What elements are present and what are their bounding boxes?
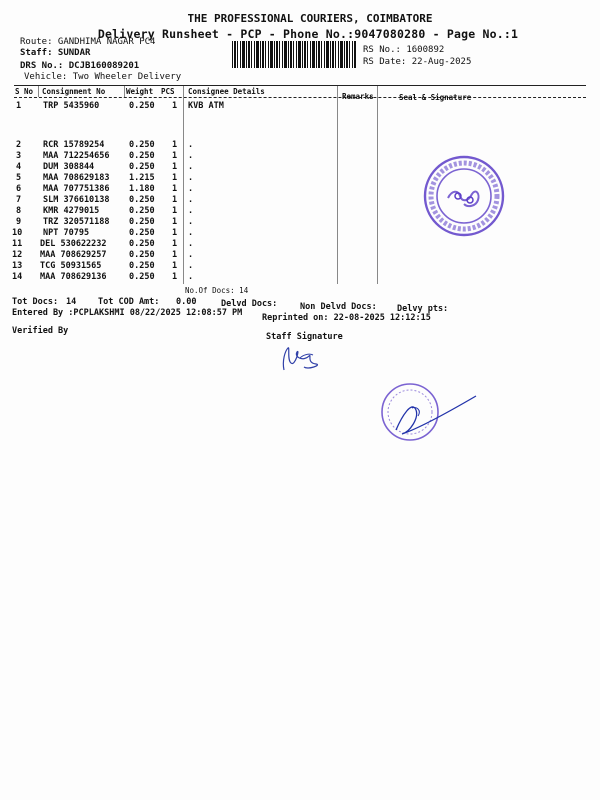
row-consignment: TCG 50931565 xyxy=(40,261,102,271)
row-pcs: 1 xyxy=(172,217,178,227)
row-consignee: KVB ATM xyxy=(188,101,224,111)
drs-number: DRS No.: DCJB160089201 xyxy=(20,61,140,71)
row-consignment: MAA 708629183 xyxy=(43,173,110,183)
row-consignee: . xyxy=(188,217,194,227)
row-pcs: 1 xyxy=(172,195,178,205)
staff-signature-label: Staff Signature xyxy=(266,332,343,342)
row-sno: 3 xyxy=(16,151,22,161)
col-pcs: PCS xyxy=(161,87,175,96)
col-weight: Weight xyxy=(126,87,154,96)
row-consignee: . xyxy=(188,228,194,238)
row-weight: 0.250 xyxy=(129,217,155,227)
row-consignee: . xyxy=(188,272,194,282)
row-sno: 10 xyxy=(12,228,23,238)
row-consignment: TRP 5435960 xyxy=(43,101,100,111)
row-consignee: . xyxy=(188,173,194,183)
row-weight: 0.250 xyxy=(129,101,155,111)
row-consignee: . xyxy=(188,140,194,150)
row-pcs: 1 xyxy=(172,184,178,194)
row-pcs: 1 xyxy=(172,239,178,249)
row-sno: 6 xyxy=(16,184,22,194)
row-sno: 12 xyxy=(12,250,23,260)
col-sno: S No xyxy=(15,87,34,96)
row-consignment: DEL 530622232 xyxy=(40,239,107,249)
entered-by: Entered By :PCPLAKSHMI 08/22/2025 12:08:57 PM xyxy=(12,308,243,318)
row-sno: 7 xyxy=(16,195,22,205)
table-row xyxy=(0,239,600,250)
row-sno: 14 xyxy=(12,272,23,282)
table-row xyxy=(0,101,600,112)
tot-docs-value: 14 xyxy=(66,297,77,307)
row-consignee: . xyxy=(188,206,194,216)
rs-number: RS No.: 1600892 xyxy=(363,45,445,55)
row-consignee: . xyxy=(188,162,194,172)
row-consignment: NPT 70795 xyxy=(43,228,90,238)
row-weight: 0.250 xyxy=(129,195,155,205)
row-sno: 1 xyxy=(16,101,22,111)
table-row xyxy=(0,151,600,162)
barcode xyxy=(232,41,356,68)
row-sno: 9 xyxy=(16,217,22,227)
table-row xyxy=(0,140,600,151)
company-name: THE PROFESSIONAL COURIERS, COIMBATORE xyxy=(187,12,433,25)
row-consignee: . xyxy=(188,195,194,205)
col-divider xyxy=(38,86,39,97)
row-weight: 1.215 xyxy=(129,173,155,183)
row-consignment: MAA 708629257 xyxy=(40,250,107,260)
row-pcs: 1 xyxy=(172,162,178,172)
table-row xyxy=(0,162,600,173)
row-consignee: . xyxy=(188,184,194,194)
col-consignment: Consignment No xyxy=(42,87,106,96)
document-title: Delivery Runsheet - PCP - Phone No.:9047080280 - Page No.:1 xyxy=(97,27,519,41)
company-stamp xyxy=(422,154,506,238)
delvd-docs: Delvd Docs: xyxy=(221,299,278,309)
receipt-stamp-signature xyxy=(372,380,482,450)
row-pcs: 1 xyxy=(172,250,178,260)
col-consignee: Consignee Details xyxy=(188,87,265,96)
row-sno: 11 xyxy=(12,239,23,249)
row-weight: 0.250 xyxy=(129,239,155,249)
table-row xyxy=(0,217,600,228)
vehicle: Vehicle: Two Wheeler Delivery xyxy=(24,72,182,82)
no-of-docs: No.Of Docs: 14 xyxy=(185,286,249,295)
row-consignee: . xyxy=(188,151,194,161)
tot-cod-value: 0.00 xyxy=(176,297,197,307)
row-weight: 0.250 xyxy=(129,151,155,161)
non-delvd-docs: Non Delvd Docs: xyxy=(300,302,377,312)
table-row xyxy=(0,173,600,184)
row-pcs: 1 xyxy=(172,173,178,183)
row-pcs: 1 xyxy=(172,101,178,111)
row-weight: 1.180 xyxy=(129,184,155,194)
row-sno: 4 xyxy=(16,162,22,172)
row-weight: 0.250 xyxy=(129,250,155,260)
row-pcs: 1 xyxy=(172,228,178,238)
col-seal: Seal & Signature xyxy=(399,93,472,102)
row-consignment: TRZ 320571188 xyxy=(43,217,110,227)
row-consignment: MAA 712254656 xyxy=(43,151,110,161)
row-consignment: MAA 708629136 xyxy=(40,272,107,282)
row-consignee: . xyxy=(188,250,194,260)
row-weight: 0.250 xyxy=(129,228,155,238)
row-weight: 0.250 xyxy=(129,261,155,271)
row-pcs: 1 xyxy=(172,140,178,150)
row-pcs: 1 xyxy=(172,151,178,161)
rs-date: RS Date: 22-Aug-2025 xyxy=(363,57,472,67)
row-pcs: 1 xyxy=(172,261,178,271)
col-remarks: Remarks xyxy=(342,92,374,101)
col-divider xyxy=(124,86,125,97)
row-sno: 13 xyxy=(12,261,23,271)
staff-signature-mark xyxy=(278,343,328,373)
row-pcs: 1 xyxy=(172,272,178,282)
tot-docs-label: Tot Docs: xyxy=(12,297,59,307)
tot-cod-label: Tot COD Amt: xyxy=(98,297,160,307)
row-consignment: DUM 308844 xyxy=(43,162,95,172)
route: Route: GANDHIMA NAGAR PC4 xyxy=(20,37,156,47)
table-row xyxy=(0,261,600,272)
row-sno: 2 xyxy=(16,140,22,150)
table-row xyxy=(0,195,600,206)
delvy-pts: Delvy pts: xyxy=(397,304,449,314)
table-row xyxy=(0,228,600,239)
row-sno: 8 xyxy=(16,206,22,216)
row-weight: 0.250 xyxy=(129,206,155,216)
row-consignment: MAA 707751386 xyxy=(43,184,110,194)
table-top-rule xyxy=(14,85,586,86)
table-row xyxy=(0,250,600,261)
row-weight: 0.250 xyxy=(129,140,155,150)
row-sno: 5 xyxy=(16,173,22,183)
table-row xyxy=(0,206,600,217)
row-weight: 0.250 xyxy=(129,272,155,282)
row-consignment: KMR 4279015 xyxy=(43,206,100,216)
row-consignment: SLM 376610138 xyxy=(43,195,110,205)
table-row xyxy=(0,184,600,195)
row-consignee: . xyxy=(188,261,194,271)
reprinted-on: Reprinted on: 22-08-2025 12:12:15 xyxy=(262,313,431,323)
staff: Staff: SUNDAR xyxy=(20,48,91,58)
row-consignment: RCR 15789254 xyxy=(43,140,105,150)
row-weight: 0.250 xyxy=(129,162,155,172)
table-header-rule xyxy=(14,97,586,98)
row-pcs: 1 xyxy=(172,206,178,216)
row-consignee: . xyxy=(188,239,194,249)
verified-by: Verified By xyxy=(12,326,69,336)
table-row xyxy=(0,272,600,283)
